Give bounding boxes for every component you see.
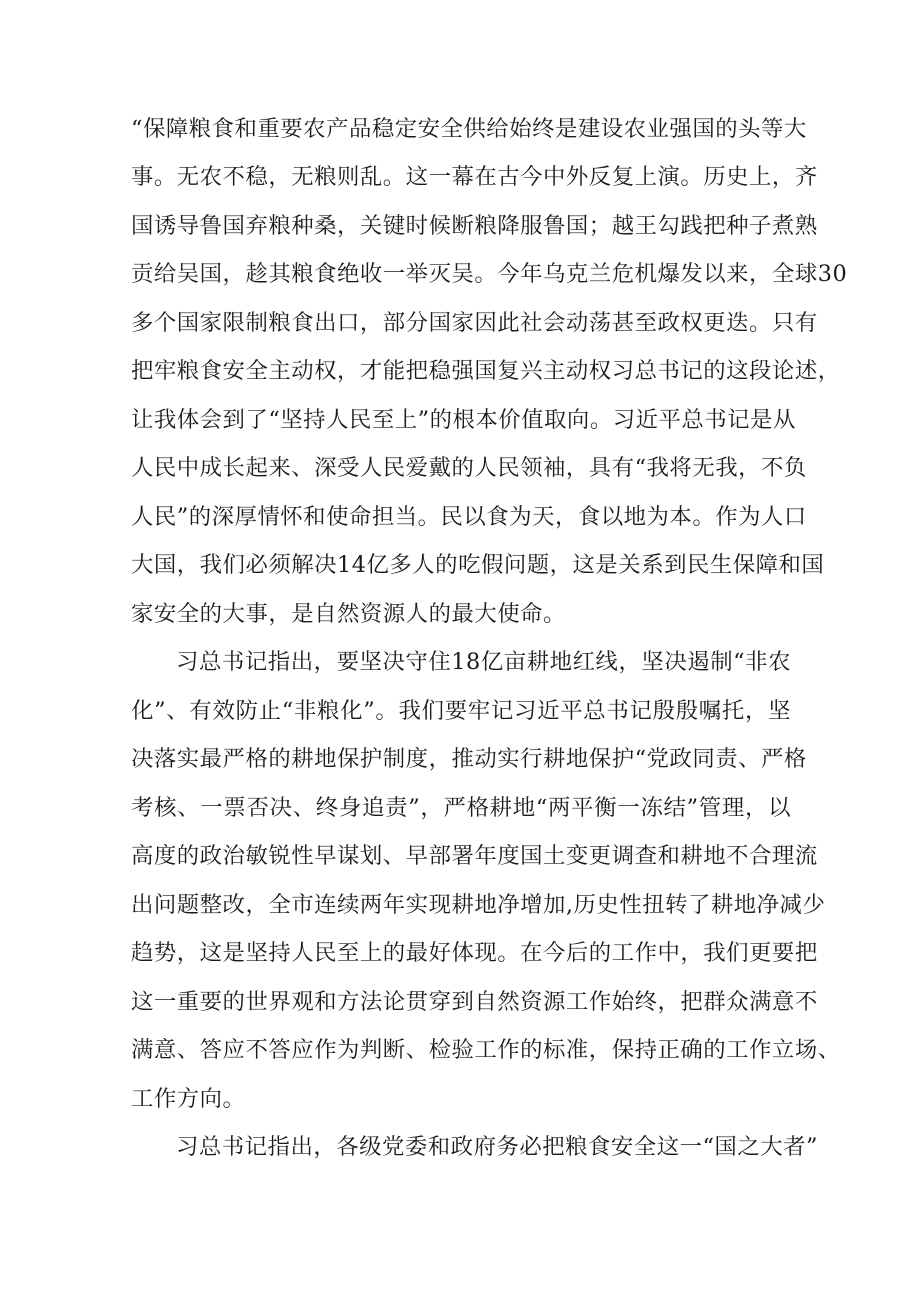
text-line: 决落实最严格的耕地保护制度，推动实行耕地保护“党政同责、严格 (131, 746, 807, 772)
text-line: 满意、答应不答应作为判断、检验工作的标准，保持正确的工作立场、 (131, 1037, 841, 1063)
text-line: 习总书记指出，各级党委和政府务必把粮食安全这一“国之大者” (176, 1134, 818, 1160)
text-line: 工作方向。 (131, 1086, 246, 1112)
text-line: 贡给吴国，趁其粮食绝收一举灭吴。今年乌克兰危机爆发以来，全球30 (131, 261, 848, 287)
text-line: 趋势，这是坚持人民至上的最好体现。在今后的工作中，我们更要把 (131, 940, 818, 966)
text-line: 高度的政治敏锐性早谋划、早部署年度国土变更调查和耕地不合理流 (131, 843, 818, 869)
text-line: 人民中成长起来、深受人民爱戴的人民领袖，具有“我将无我，不负 (131, 455, 807, 481)
text-line: 化”、有效防止“非粮化”。我们要牢记习近平总书记殷殷嘱托，坚 (131, 698, 791, 724)
text-line: 国诱导鲁国弃粮种桑，关键时候断粮降服鲁国；越王勾践把种子煮熟 (131, 213, 818, 239)
text-line: 让我体会到了“坚持人民至上”的根本价值取向。习近平总书记是从 (131, 407, 796, 433)
text-line: 考核、一票否决、终身追责”，严格耕地“两平衡一冻结”管理，以 (131, 795, 791, 821)
text-line: 家安全的大事，是自然资源人的最大使命。 (131, 601, 566, 627)
text-line: 多个国家限制粮食出口，部分国家因此社会动荡甚至政权更迭。只有 (131, 310, 818, 336)
text-line: 这一重要的世界观和方法论贯穿到自然资源工作始终，把群众满意不 (131, 989, 818, 1015)
text-line: 大国，我们必须解决14亿多人的吃假问题，这是关系到民生保障和国 (131, 552, 825, 578)
text-line: 事。无农不稳，无粮则乱。这一幕在古今中外反复上演。历史上，齐 (131, 164, 818, 190)
text-line: 人民”的深厚情怀和使命担当。民以食为天，食以地为本。作为人口 (131, 504, 807, 530)
text-line: 出问题整改，全市连续两年实现耕地净增加,历史性扭转了耕地净减少 (131, 892, 826, 918)
text-line: “保障粮食和重要农产品稳定安全供给始终是建设农业强国的头等大 (131, 116, 807, 142)
text-line: 把牢粮食安全主动权，才能把稳强国复兴主动权习总书记的这段论述， (131, 358, 841, 384)
text-line: 习总书记指出，要坚决守住18亿亩耕地红线，坚决遏制“非农 (176, 649, 791, 675)
